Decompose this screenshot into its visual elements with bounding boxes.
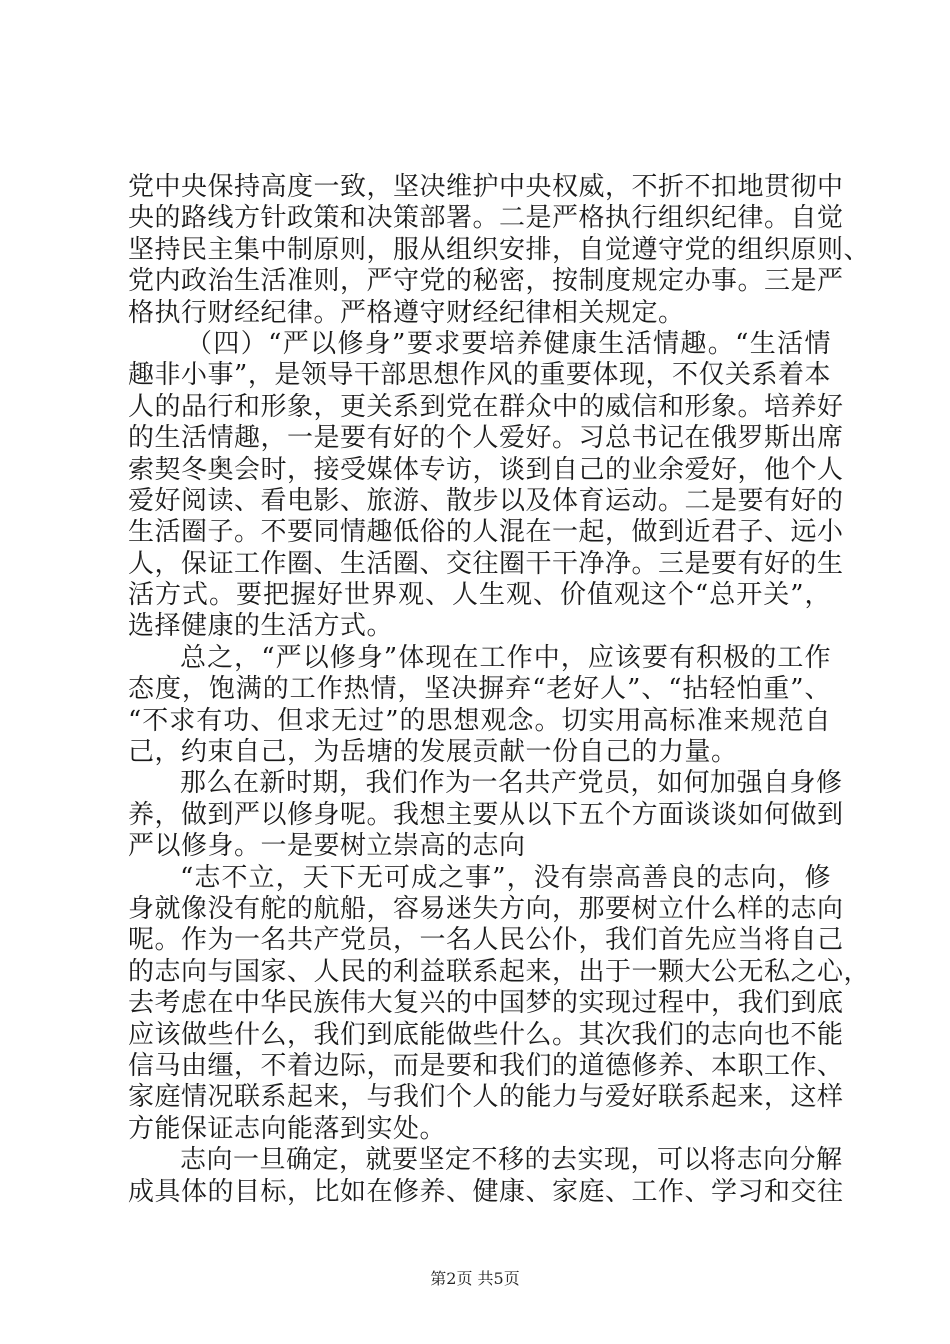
text-line: 应该做些什么，我们到底能做些什么。其次我们的志向也不能 — [128, 1019, 844, 1050]
text-line: （四）“严以修身”要求要培养健康生活情趣。“生活情 — [186, 328, 831, 359]
text-line: 方能保证志向能落到实处。 — [128, 1113, 447, 1144]
text-line: 态度，饱满的工作热情，坚决摒弃“老好人”、“拈轻怕重”、 — [128, 674, 831, 705]
text-line: 呢。作为一名共产党员，一名人民公仆，我们首先应当将自己 — [128, 925, 844, 956]
text-line: 人的品行和形象，更关系到党在群众中的威信和形象。培养好 — [128, 391, 844, 422]
text-line: 坚持民主集中制原则，服从组织安排，自觉遵守党的组织原则、 — [128, 234, 871, 265]
text-line: 党中央保持高度一致，坚决维护中央权威，不折不扣地贯彻中 — [128, 172, 844, 202]
text-line: 严以修身。一是要树立崇高的志向 — [128, 831, 526, 862]
text-line: 家庭情况联系起来，与我们个人的能力与爱好联系起来，这样 — [128, 1082, 844, 1113]
text-line: 养，做到严以修身呢。我想主要从以下五个方面谈谈如何做到 — [128, 799, 844, 830]
text-line: 身就像没有舵的航船，容易迷失方向，那要树立什么样的志向 — [128, 893, 844, 924]
text-line: 选择健康的生活方式。 — [128, 611, 394, 642]
text-line: 索契冬奥会时，接受媒体专访，谈到自己的业余爱好，他个人 — [128, 454, 844, 485]
page-footer: 第2页 共5页 — [430, 1269, 520, 1288]
text-line: 信马由缰，不着边际，而是要和我们的道德修养、本职工作、 — [128, 1050, 844, 1081]
text-line: 人，保证工作圈、生活圈、交往圈干干净净。三是要有好的生 — [128, 548, 844, 579]
document-body — [128, 172, 871, 1208]
text-line: “不求有功、但求无过”的思想观念。切实用高标准来规范自 — [128, 705, 831, 736]
text-line: 爱好阅读、看电影、旅游、散步以及体育运动。二是要有好的 — [128, 485, 844, 516]
text-line: 的生活情趣，一是要有好的个人爱好。习总书记在俄罗斯出席 — [128, 423, 844, 454]
text-line: 总之，“严以修身”体现在工作中，应该要有积极的工作 — [180, 642, 831, 673]
text-line: 党内政治生活准则，严守党的秘密，按制度规定办事。三是严 — [128, 266, 844, 297]
text-line: 生活圈子。不要同情趣低俗的人混在一起，做到近君子、远小 — [128, 517, 844, 548]
text-line: 格执行财经纪律。严格遵守财经纪律相关规定。 — [128, 297, 685, 328]
text-line: 活方式。要把握好世界观、人生观、价值观这个“总开关”， — [128, 580, 831, 611]
text-line: 去考虑在中华民族伟大复兴的中国梦的实现过程中，我们到底 — [128, 988, 844, 1019]
text-line: “志不立，天下无可成之事”，没有崇高善良的志向，修 — [180, 862, 831, 893]
text-line: 己，约束自己，为岳塘的发展贡献一份自己的力量。 — [128, 737, 738, 768]
text-line: 的志向与国家、人民的利益联系起来，出于一颗大公无私之心， — [128, 956, 871, 987]
text-line: 成具体的目标，比如在修养、健康、家庭、工作、学习和交往 — [128, 1176, 844, 1207]
text-line: 趣非小事”，是领导干部思想作风的重要体现，不仅关系着本 — [128, 360, 831, 391]
text-line: 央的路线方针政策和决策部署。二是严格执行组织纪律。自觉 — [128, 203, 844, 234]
text-line: 志向一旦确定，就要坚定不移的去实现，可以将志向分解 — [180, 1145, 843, 1176]
text-line: 那么在新时期，我们作为一名共产党员，如何加强自身修 — [180, 768, 843, 799]
